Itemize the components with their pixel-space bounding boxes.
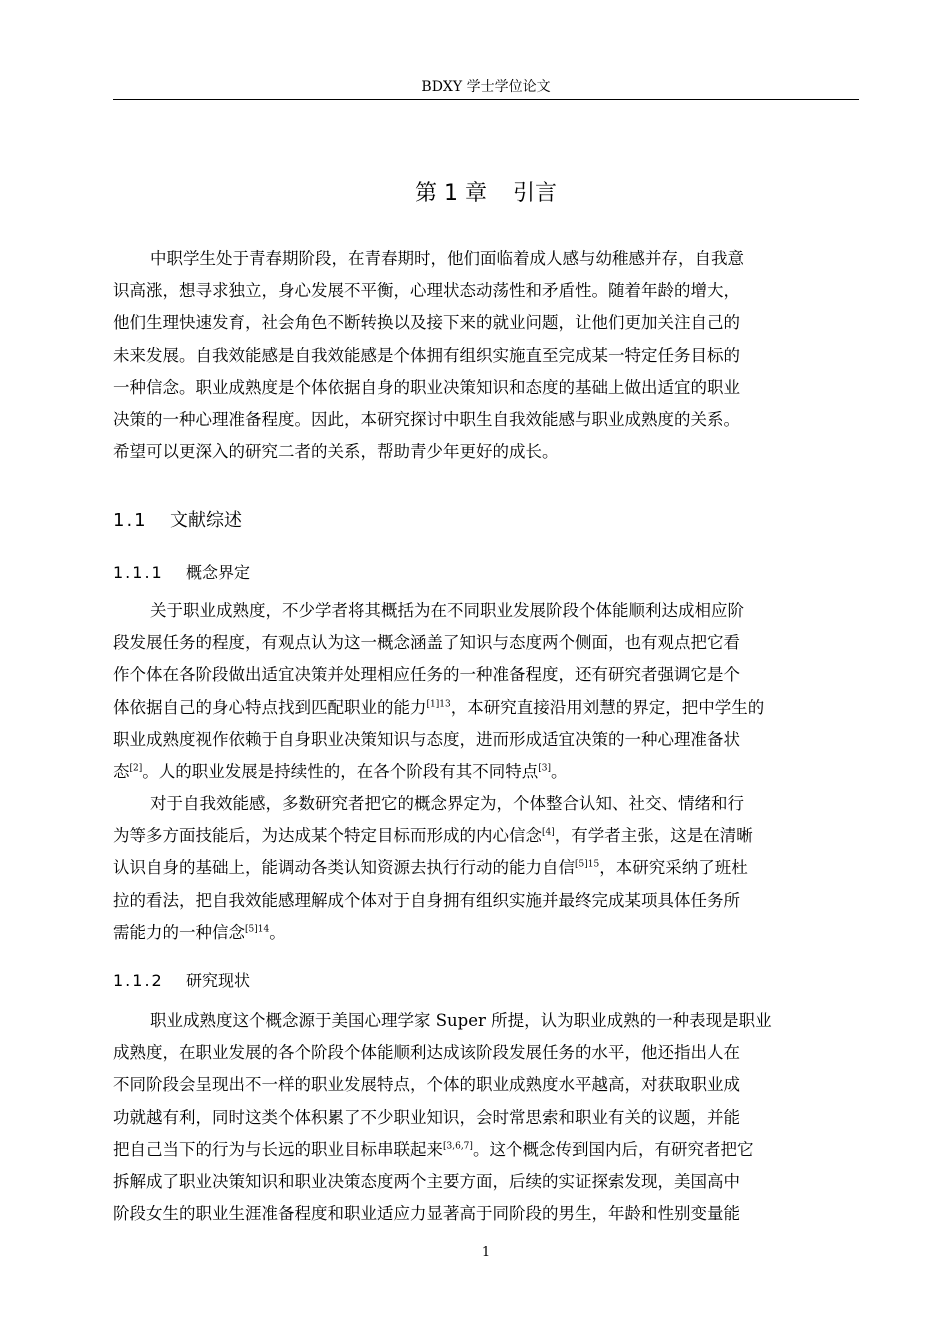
- body-line: [113, 692, 859, 724]
- page-number: 1: [481, 1245, 491, 1260]
- intro-line: 未来发展。自我效能感是自我效能感是个体拥有组织实施直至完成某一特定任务目标的: [113, 345, 740, 365]
- section-number: 1.1.2: [113, 971, 164, 990]
- citation: [5]15: [575, 859, 600, 870]
- body-text: 需能力的一种信念: [113, 922, 245, 942]
- body-text: 体依据自己的身心特点找到匹配职业的能力: [113, 697, 427, 717]
- body-line: [113, 756, 859, 788]
- body-text: 。人的职业发展是持续性的，在各个阶段有其不同特点: [142, 762, 539, 782]
- intro-line: 他们生理快速发育，社会角色不断转换以及接下来的就业问题，让他们更加关注自己的: [113, 313, 740, 333]
- body-text: 态: [113, 762, 130, 782]
- intro-line: 一种信念。职业成熟度是个体依据自身的职业决策知识和态度的基础上做出适宜的职业: [113, 377, 740, 397]
- section-number: 1.1.1: [113, 563, 164, 582]
- intro-line: 决策的一种心理准备程度。因此，本研究探讨中职生自我效能感与职业成熟度的关系。: [113, 410, 740, 430]
- research-status-paragraph: [113, 1005, 859, 1230]
- section-title: 文献综述: [170, 510, 242, 531]
- body-line: [113, 820, 859, 852]
- body-line: 作个体在各阶段做出适宜决策并处理相应任务的一种准备程度，还有研究者强调它是个: [113, 665, 740, 685]
- section-title: 概念界定: [186, 563, 251, 582]
- section-number: 1.1: [113, 510, 148, 531]
- body-line: 不同阶段会呈现出不一样的职业发展特点，个体的职业成熟度水平越高，对获取职业成: [113, 1075, 740, 1095]
- body-line: 阶段女生的职业生涯准备程度和职业适应力显著高于同阶段的男生，年龄和性别变量能: [113, 1204, 740, 1224]
- body-text: 为等多方面技能后，为达成某个特定目标而形成的内心信念: [113, 826, 542, 846]
- body-line: 职业成熟度这个概念源于美国心理学家 Super 所提，认为职业成熟的一种表现是职业: [150, 1011, 772, 1030]
- body-text: 。: [269, 922, 286, 942]
- body-text: ，本研究直接沿用刘慧的界定，把中学生的: [450, 697, 765, 717]
- chapter-number: 第 1 章: [415, 181, 487, 206]
- page-header: [113, 78, 859, 100]
- body-text: 认识自身的基础上，能调动各类认知资源去执行行动的能力自信: [113, 858, 575, 878]
- intro-paragraph: [113, 243, 859, 468]
- body-text: 。: [551, 762, 568, 782]
- body-line: 关于职业成熟度，不少学者将其概括为在不同职业发展阶段个体能顺利达成相应阶: [150, 601, 744, 620]
- section-title: 研究现状: [186, 971, 251, 990]
- body-line: [113, 1134, 859, 1166]
- body-line: 段发展任务的程度，有观点认为这一概念涵盖了知识与态度两个侧面，也有观点把它看: [113, 633, 740, 653]
- chapter-name: 引言: [512, 181, 557, 206]
- definition-paragraph-career-maturity: [113, 595, 859, 788]
- intro-line: 希望可以更深入的研究二者的关系，帮助青少年更好的成长。: [113, 442, 559, 462]
- citation: [5]14: [245, 924, 270, 935]
- chapter-title: [113, 178, 859, 210]
- section-heading-1-1-1: [113, 561, 250, 585]
- citation: [4]: [542, 827, 555, 838]
- body-line: 拉的看法，把自我效能感理解成个体对于自身拥有组织实施并最终完成某项具体任务所: [113, 890, 740, 910]
- body-line: 成熟度，在职业发展的各个阶段个体能顺利达成该阶段发展任务的水平，他还指出人在: [113, 1043, 740, 1063]
- citation: [1]13: [426, 699, 451, 710]
- header-title: BDXY 学士学位论文: [421, 79, 551, 95]
- body-text: 把自己当下的行为与长远的职业目标串联起来: [113, 1139, 443, 1159]
- section-heading-1-1-2: [113, 969, 250, 993]
- body-line: 功就越有利，同时这类个体积累了不少职业知识，会时常思索和职业有关的议题，并能: [113, 1107, 740, 1127]
- citation: [3,6,7]: [443, 1141, 473, 1152]
- body-line: 对于自我效能感，多数研究者把它的概念界定为，个体整合认知、社交、情绪和行: [150, 794, 744, 813]
- body-line: 拆解成了职业决策知识和职业决策态度两个主要方面，后续的实证探索发现，美国高中: [113, 1172, 740, 1192]
- body-text: 。这个概念传到国内后，有研究者把它: [472, 1139, 754, 1159]
- intro-line: 识高涨，想寻求独立，身心发展不平衡，心理状态动荡性和矛盾性。随着年龄的增大，: [113, 281, 740, 301]
- citation: [2]: [129, 763, 143, 774]
- body-text: ，本研究采纳了班杜: [599, 858, 748, 878]
- section-heading-1-1: [113, 508, 242, 534]
- citation: [3]: [538, 763, 551, 774]
- intro-line: 中职学生处于青春期阶段，在青春期时，他们面临着成人感与幼稚感并存，自我意: [150, 249, 744, 268]
- definition-paragraph-self-efficacy: [113, 788, 859, 949]
- body-line: [113, 917, 859, 949]
- body-line: 职业成熟度视作依赖于自身职业决策知识与态度，进而形成适宜决策的一种心理准备状: [113, 729, 740, 749]
- body-text: ，有学者主张，这是在清晰: [554, 826, 753, 846]
- body-line: [113, 852, 859, 884]
